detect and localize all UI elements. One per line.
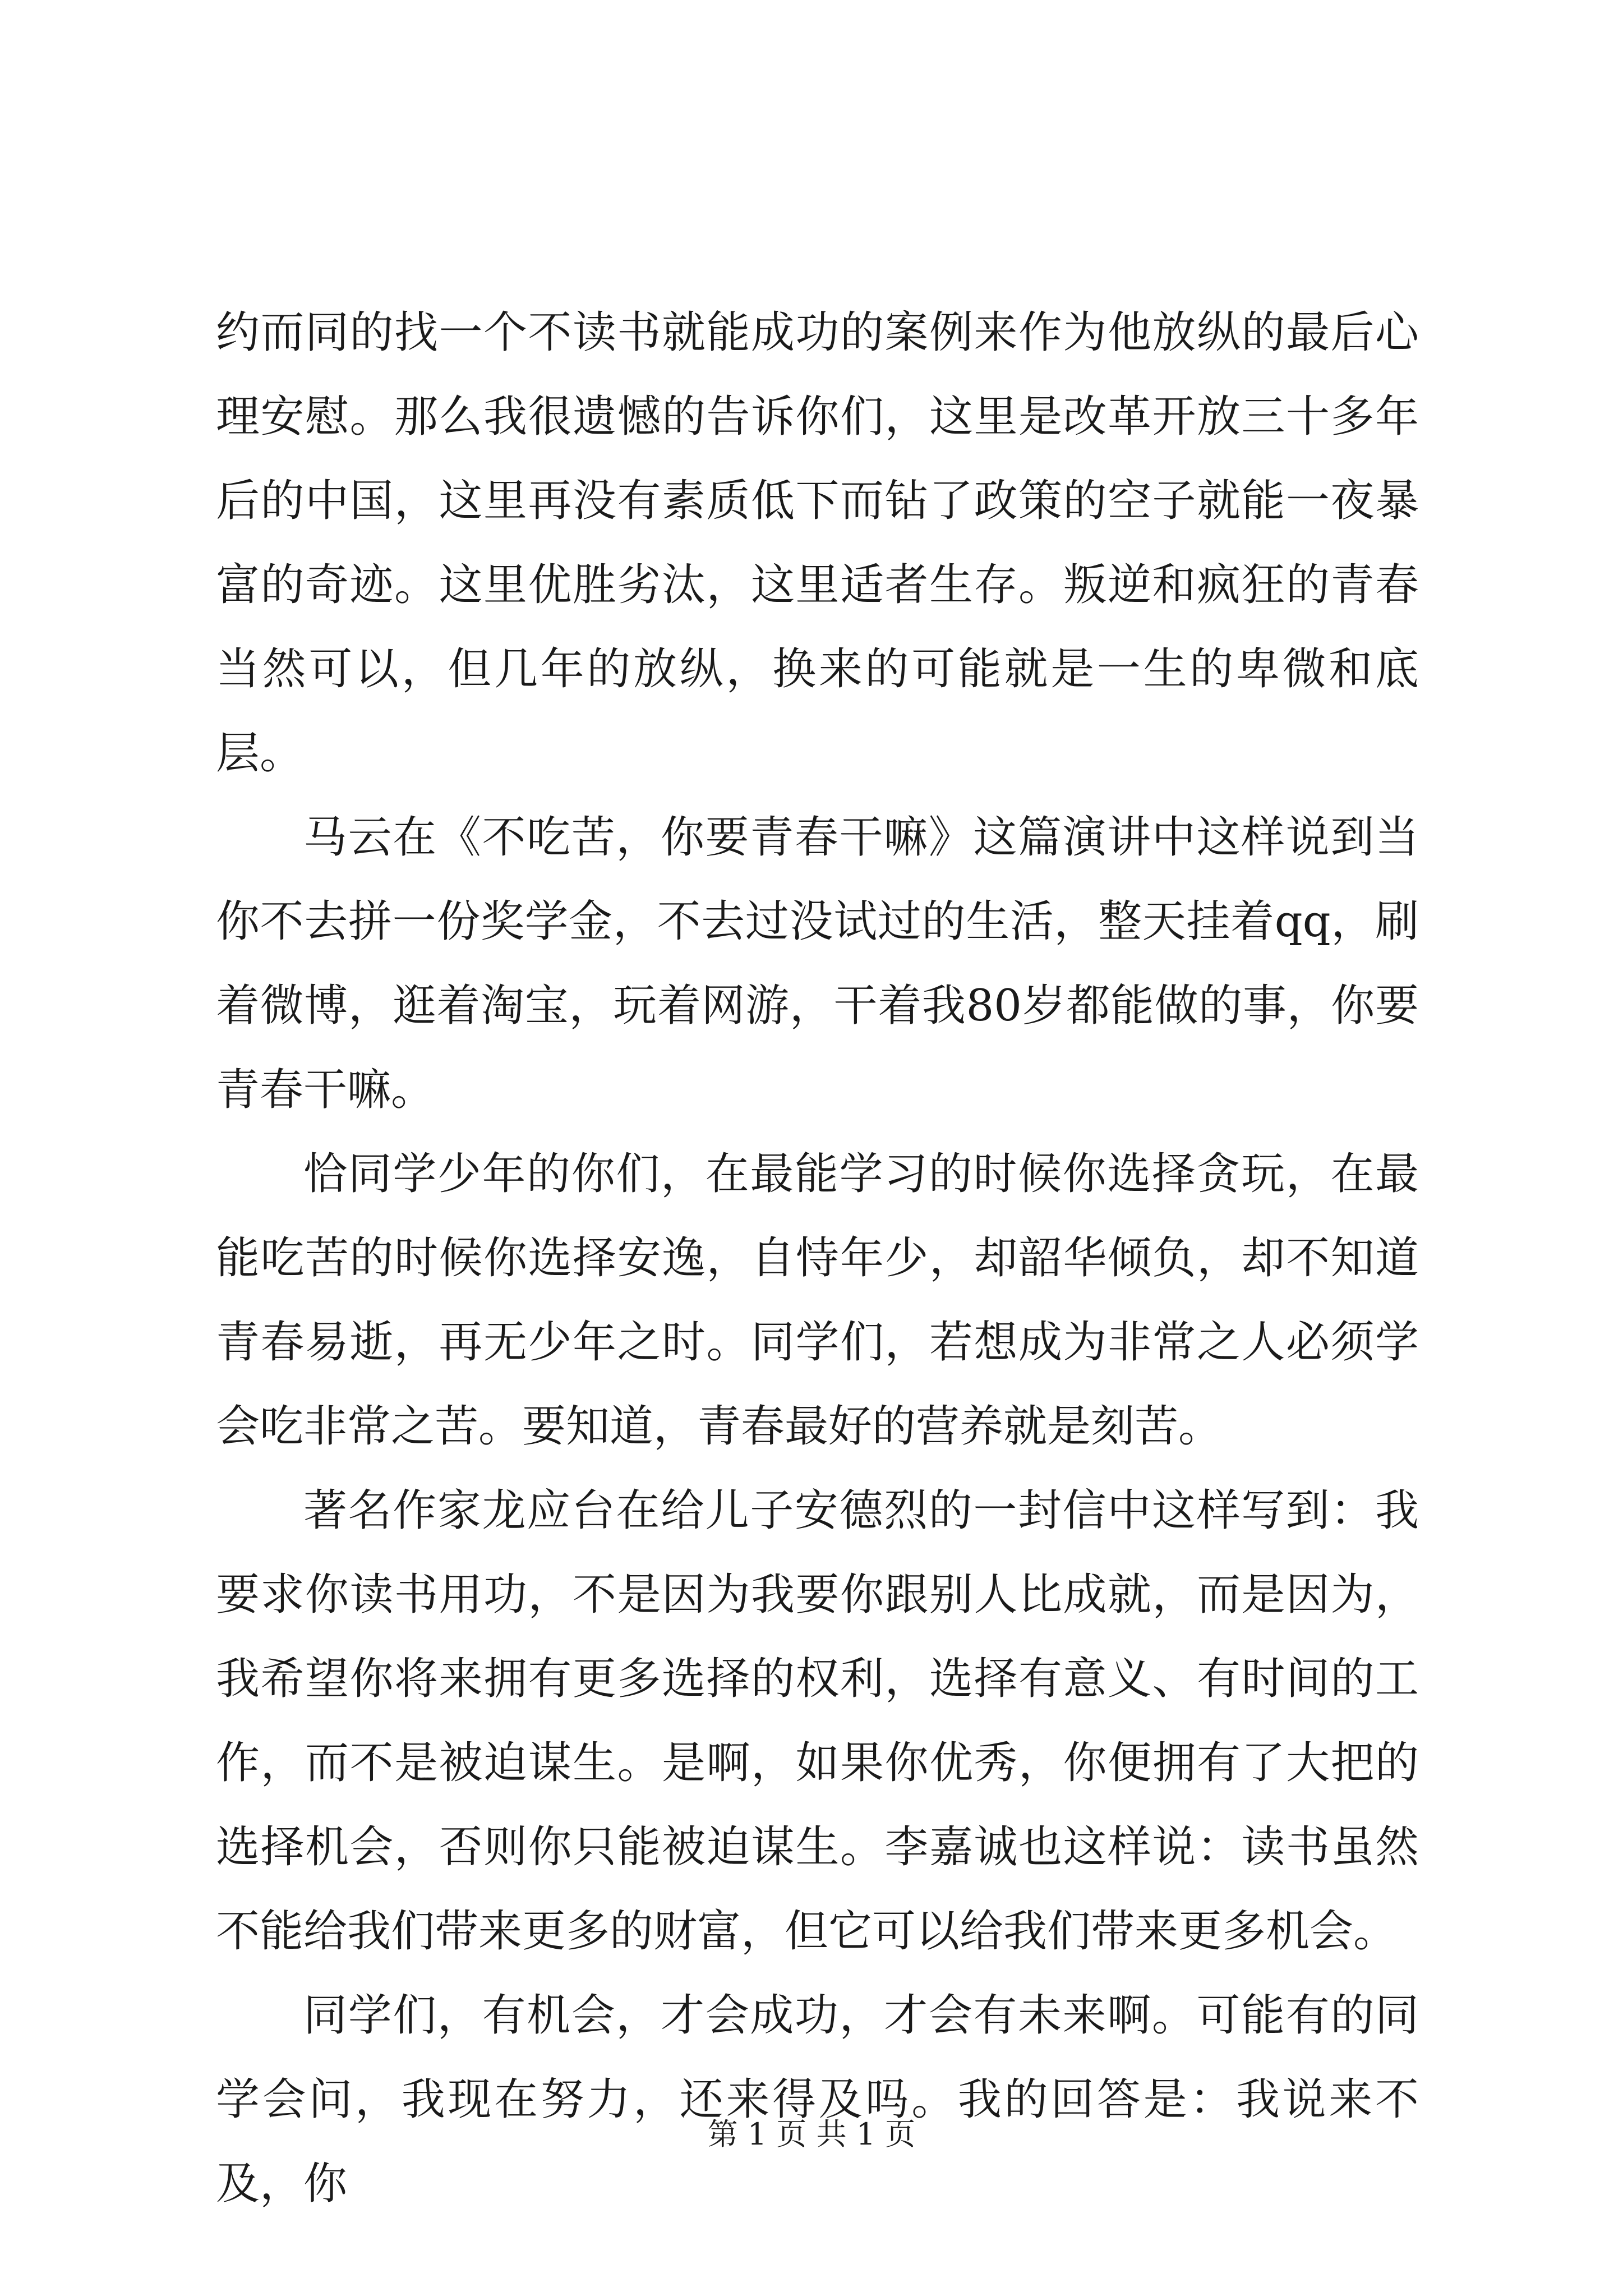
paragraph-4: 著名作家龙应台在给儿子安德烈的一封信中这样写到：我要求你读书用功，不是因为我要你跟别人比成就，而是因为，我希望你将来拥有更多选择的权利，选择有意义、有时间的工作，而不是被迫谋生。是啊，如果你优秀，你便拥有了大把的选择机会，否则你只能被迫谋生。李嘉诚也这样说：读书虽然不能给我们带来更多的财富，但它可以给我们带来更多机会。: [216, 1485, 1419, 1957]
paragraph-2: 马云在《不吃苦，你要青春干嘛》这篇演讲中这样说到当你不去拼一份奖学金，不去过没试过的生活，整天挂着qq，刷着微博，逛着淘宝，玩着网游，干着我80岁都能做的事，你要青春干嘛。: [216, 812, 1419, 1115]
page-footer: 第 1 页 共 1 页: [707, 2116, 916, 2152]
document-body: [216, 291, 1419, 2226]
paragraph-5: 同学们，有机会，才会成功，才会有未来啊。可能有的同学会问，我现在努力，还来得及吗。我的回答是：我说来不及，你: [216, 1990, 1419, 2209]
paragraph-3: 恰同学少年的你们，在最能学习的时候你选择贪玩，在最能吃苦的时候你选择安逸，自恃年少，却韶华倾负，却不知道青春易逝，再无少年之时。同学们，若想成为非常之人必须学会吃非常之苦。要知道，青春最好的营养就是刻苦。: [216, 1149, 1419, 1452]
paragraph-1: 约而同的找一个不读书就能成功的案例来作为他放纵的最后心理安慰。那么我很遗憾的告诉你们，这里是改革开放三十多年后的中国，这里再没有素质低下而钻了政策的空子就能一夜暴富的奇迹。这里优胜劣汰，这里适者生存。叛逆和疯狂的青春当然可以，但几年的放纵，换来的可能就是一生的卑微和底层。: [216, 307, 1419, 779]
